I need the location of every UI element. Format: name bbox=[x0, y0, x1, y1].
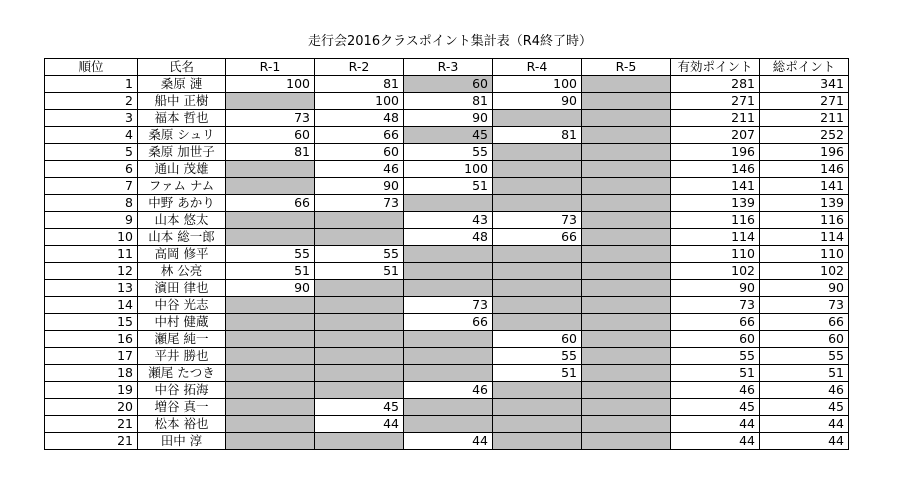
valid-points-cell: 46 bbox=[671, 382, 760, 399]
rank-cell: 3 bbox=[45, 110, 138, 127]
r4-cell: 81 bbox=[493, 127, 582, 144]
total-points-cell: 116 bbox=[760, 212, 849, 229]
r5-cell bbox=[582, 161, 671, 178]
rank-cell: 9 bbox=[45, 212, 138, 229]
r2-cell: 51 bbox=[315, 263, 404, 280]
r4-cell bbox=[493, 246, 582, 263]
r2-cell: 44 bbox=[315, 416, 404, 433]
table-row bbox=[45, 110, 849, 127]
name-cell: 山本 総一郎 bbox=[138, 229, 226, 246]
r4-cell bbox=[493, 161, 582, 178]
valid-points-cell: 116 bbox=[671, 212, 760, 229]
r1-cell bbox=[226, 178, 315, 195]
table-row bbox=[45, 280, 849, 297]
total-points-cell: 211 bbox=[760, 110, 849, 127]
r4-cell: 73 bbox=[493, 212, 582, 229]
r5-cell bbox=[582, 314, 671, 331]
r2-cell: 66 bbox=[315, 127, 404, 144]
r5-cell bbox=[582, 93, 671, 110]
name-cell: 山本 悠太 bbox=[138, 212, 226, 229]
r1-cell: 73 bbox=[226, 110, 315, 127]
total-points-cell: 66 bbox=[760, 314, 849, 331]
r3-cell: 60 bbox=[404, 76, 493, 93]
table-row bbox=[45, 348, 849, 365]
rank-cell: 15 bbox=[45, 314, 138, 331]
r2-cell: 100 bbox=[315, 93, 404, 110]
r2-cell: 55 bbox=[315, 246, 404, 263]
r5-cell bbox=[582, 178, 671, 195]
valid-points-cell: 139 bbox=[671, 195, 760, 212]
r2-cell bbox=[315, 314, 404, 331]
r2-cell: 60 bbox=[315, 144, 404, 161]
name-cell: 増谷 真一 bbox=[138, 399, 226, 416]
table-row bbox=[45, 263, 849, 280]
valid-points-cell: 60 bbox=[671, 331, 760, 348]
table-row bbox=[45, 314, 849, 331]
valid-points-cell: 196 bbox=[671, 144, 760, 161]
r3-cell: 90 bbox=[404, 110, 493, 127]
rank-cell: 21 bbox=[45, 433, 138, 450]
r4-cell bbox=[493, 433, 582, 450]
table-row bbox=[45, 416, 849, 433]
table-row bbox=[45, 433, 849, 450]
r2-cell: 45 bbox=[315, 399, 404, 416]
rank-cell: 19 bbox=[45, 382, 138, 399]
name-cell: 林 公亮 bbox=[138, 263, 226, 280]
valid-points-cell: 211 bbox=[671, 110, 760, 127]
r4-cell: 51 bbox=[493, 365, 582, 382]
r2-cell bbox=[315, 348, 404, 365]
r3-cell bbox=[404, 348, 493, 365]
table-row bbox=[45, 127, 849, 144]
valid-points-cell: 271 bbox=[671, 93, 760, 110]
r4-cell: 60 bbox=[493, 331, 582, 348]
total-points-cell: 44 bbox=[760, 416, 849, 433]
r1-cell bbox=[226, 433, 315, 450]
table-row bbox=[45, 93, 849, 110]
r5-cell bbox=[582, 382, 671, 399]
r5-cell bbox=[582, 399, 671, 416]
r3-cell: 55 bbox=[404, 144, 493, 161]
total-points-cell: 196 bbox=[760, 144, 849, 161]
total-points-cell: 141 bbox=[760, 178, 849, 195]
total-points-cell: 110 bbox=[760, 246, 849, 263]
header-r3: R-3 bbox=[404, 59, 493, 76]
rank-cell: 5 bbox=[45, 144, 138, 161]
rank-cell: 8 bbox=[45, 195, 138, 212]
table-row bbox=[45, 297, 849, 314]
r4-cell: 66 bbox=[493, 229, 582, 246]
total-points-cell: 46 bbox=[760, 382, 849, 399]
r1-cell bbox=[226, 297, 315, 314]
valid-points-cell: 51 bbox=[671, 365, 760, 382]
r1-cell bbox=[226, 229, 315, 246]
r2-cell bbox=[315, 297, 404, 314]
valid-points-cell: 110 bbox=[671, 246, 760, 263]
r3-cell bbox=[404, 195, 493, 212]
table-row bbox=[45, 246, 849, 263]
r5-cell bbox=[582, 212, 671, 229]
r5-cell bbox=[582, 127, 671, 144]
total-points-cell: 102 bbox=[760, 263, 849, 280]
r1-cell: 55 bbox=[226, 246, 315, 263]
name-cell: 中谷 光志 bbox=[138, 297, 226, 314]
r1-cell bbox=[226, 348, 315, 365]
table-row bbox=[45, 76, 849, 93]
valid-points-cell: 55 bbox=[671, 348, 760, 365]
r1-cell: 81 bbox=[226, 144, 315, 161]
r3-cell: 43 bbox=[404, 212, 493, 229]
r1-cell bbox=[226, 399, 315, 416]
valid-points-cell: 146 bbox=[671, 161, 760, 178]
r1-cell: 100 bbox=[226, 76, 315, 93]
r4-cell bbox=[493, 263, 582, 280]
rank-cell: 10 bbox=[45, 229, 138, 246]
r3-cell: 48 bbox=[404, 229, 493, 246]
header-r2: R-2 bbox=[315, 59, 404, 76]
name-cell: 瀬尾 たつき bbox=[138, 365, 226, 382]
r4-cell bbox=[493, 416, 582, 433]
header-row bbox=[45, 59, 849, 76]
r1-cell bbox=[226, 365, 315, 382]
valid-points-cell: 102 bbox=[671, 263, 760, 280]
r3-cell: 100 bbox=[404, 161, 493, 178]
r2-cell: 90 bbox=[315, 178, 404, 195]
r1-cell: 66 bbox=[226, 195, 315, 212]
table-row bbox=[45, 195, 849, 212]
total-points-cell: 60 bbox=[760, 331, 849, 348]
valid-points-cell: 141 bbox=[671, 178, 760, 195]
table-row bbox=[45, 365, 849, 382]
valid-points-cell: 90 bbox=[671, 280, 760, 297]
r2-cell bbox=[315, 280, 404, 297]
rank-cell: 13 bbox=[45, 280, 138, 297]
r2-cell bbox=[315, 433, 404, 450]
total-points-cell: 51 bbox=[760, 365, 849, 382]
rank-cell: 7 bbox=[45, 178, 138, 195]
r4-cell: 100 bbox=[493, 76, 582, 93]
table-row bbox=[45, 399, 849, 416]
rank-cell: 21 bbox=[45, 416, 138, 433]
table-row bbox=[45, 331, 849, 348]
r3-cell: 66 bbox=[404, 314, 493, 331]
total-points-cell: 341 bbox=[760, 76, 849, 93]
valid-points-cell: 114 bbox=[671, 229, 760, 246]
r1-cell bbox=[226, 314, 315, 331]
r4-cell bbox=[493, 399, 582, 416]
r5-cell bbox=[582, 246, 671, 263]
header-total-points: 総ポイント bbox=[760, 59, 849, 76]
r5-cell bbox=[582, 348, 671, 365]
header-valid-points: 有効ポイント bbox=[671, 59, 760, 76]
table-row bbox=[45, 178, 849, 195]
r5-cell bbox=[582, 280, 671, 297]
r5-cell bbox=[582, 110, 671, 127]
total-points-cell: 90 bbox=[760, 280, 849, 297]
total-points-cell: 146 bbox=[760, 161, 849, 178]
r2-cell: 48 bbox=[315, 110, 404, 127]
r1-cell bbox=[226, 212, 315, 229]
r3-cell bbox=[404, 365, 493, 382]
r1-cell: 90 bbox=[226, 280, 315, 297]
rank-cell: 18 bbox=[45, 365, 138, 382]
rank-cell: 14 bbox=[45, 297, 138, 314]
name-cell: 高岡 修平 bbox=[138, 246, 226, 263]
header-r5: R-5 bbox=[582, 59, 671, 76]
name-cell: 瀬尾 純一 bbox=[138, 331, 226, 348]
r2-cell: 46 bbox=[315, 161, 404, 178]
total-points-cell: 73 bbox=[760, 297, 849, 314]
rank-cell: 2 bbox=[45, 93, 138, 110]
valid-points-cell: 73 bbox=[671, 297, 760, 314]
r3-cell: 81 bbox=[404, 93, 493, 110]
r4-cell bbox=[493, 382, 582, 399]
r3-cell: 44 bbox=[404, 433, 493, 450]
total-points-cell: 271 bbox=[760, 93, 849, 110]
r5-cell bbox=[582, 144, 671, 161]
r4-cell bbox=[493, 144, 582, 161]
valid-points-cell: 45 bbox=[671, 399, 760, 416]
header-r1: R-1 bbox=[226, 59, 315, 76]
name-cell: ファム ナム bbox=[138, 178, 226, 195]
r5-cell bbox=[582, 76, 671, 93]
r2-cell: 81 bbox=[315, 76, 404, 93]
r3-cell bbox=[404, 246, 493, 263]
r4-cell bbox=[493, 110, 582, 127]
r1-cell: 51 bbox=[226, 263, 315, 280]
name-cell: 中野 あかり bbox=[138, 195, 226, 212]
r1-cell bbox=[226, 331, 315, 348]
rank-cell: 4 bbox=[45, 127, 138, 144]
name-cell: 松本 裕也 bbox=[138, 416, 226, 433]
r3-cell: 51 bbox=[404, 178, 493, 195]
r1-cell bbox=[226, 382, 315, 399]
r4-cell: 90 bbox=[493, 93, 582, 110]
r3-cell bbox=[404, 331, 493, 348]
name-cell: 濱田 律也 bbox=[138, 280, 226, 297]
header-r4: R-4 bbox=[493, 59, 582, 76]
r4-cell bbox=[493, 195, 582, 212]
rank-cell: 12 bbox=[45, 263, 138, 280]
rank-cell: 6 bbox=[45, 161, 138, 178]
name-cell: 通山 茂雄 bbox=[138, 161, 226, 178]
r5-cell bbox=[582, 195, 671, 212]
r1-cell bbox=[226, 93, 315, 110]
r2-cell bbox=[315, 365, 404, 382]
r3-cell: 46 bbox=[404, 382, 493, 399]
r1-cell: 60 bbox=[226, 127, 315, 144]
valid-points-cell: 44 bbox=[671, 433, 760, 450]
total-points-cell: 252 bbox=[760, 127, 849, 144]
valid-points-cell: 281 bbox=[671, 76, 760, 93]
r1-cell bbox=[226, 161, 315, 178]
r2-cell bbox=[315, 229, 404, 246]
total-points-cell: 114 bbox=[760, 229, 849, 246]
rank-cell: 1 bbox=[45, 76, 138, 93]
r3-cell: 73 bbox=[404, 297, 493, 314]
table-row bbox=[45, 144, 849, 161]
name-cell: 平井 勝也 bbox=[138, 348, 226, 365]
r5-cell bbox=[582, 433, 671, 450]
name-cell: 桑原 漣 bbox=[138, 76, 226, 93]
rank-cell: 20 bbox=[45, 399, 138, 416]
name-cell: 桑原 シュリ bbox=[138, 127, 226, 144]
name-cell: 桑原 加世子 bbox=[138, 144, 226, 161]
total-points-cell: 139 bbox=[760, 195, 849, 212]
r2-cell: 73 bbox=[315, 195, 404, 212]
points-table bbox=[44, 58, 849, 450]
header-rank: 順位 bbox=[45, 59, 138, 76]
r4-cell bbox=[493, 178, 582, 195]
table-body bbox=[45, 76, 849, 450]
rank-cell: 17 bbox=[45, 348, 138, 365]
r5-cell bbox=[582, 263, 671, 280]
r5-cell bbox=[582, 365, 671, 382]
valid-points-cell: 207 bbox=[671, 127, 760, 144]
r4-cell: 55 bbox=[493, 348, 582, 365]
r5-cell bbox=[582, 331, 671, 348]
name-cell: 中谷 拓海 bbox=[138, 382, 226, 399]
r5-cell bbox=[582, 297, 671, 314]
r3-cell bbox=[404, 263, 493, 280]
table-row bbox=[45, 382, 849, 399]
r3-cell bbox=[404, 399, 493, 416]
table-row bbox=[45, 212, 849, 229]
table-row bbox=[45, 161, 849, 178]
r4-cell bbox=[493, 297, 582, 314]
name-cell: 田中 淳 bbox=[138, 433, 226, 450]
name-cell: 中村 健蔵 bbox=[138, 314, 226, 331]
r3-cell: 45 bbox=[404, 127, 493, 144]
r4-cell bbox=[493, 314, 582, 331]
total-points-cell: 45 bbox=[760, 399, 849, 416]
table-row bbox=[45, 229, 849, 246]
sheet-title: 走行会2016クラスポイント集計表（R4終了時） bbox=[308, 34, 592, 49]
r1-cell bbox=[226, 416, 315, 433]
r3-cell bbox=[404, 280, 493, 297]
r5-cell bbox=[582, 229, 671, 246]
r4-cell bbox=[493, 280, 582, 297]
name-cell: 福本 哲也 bbox=[138, 110, 226, 127]
r2-cell bbox=[315, 331, 404, 348]
name-cell: 船中 正樹 bbox=[138, 93, 226, 110]
rank-cell: 16 bbox=[45, 331, 138, 348]
total-points-cell: 55 bbox=[760, 348, 849, 365]
r5-cell bbox=[582, 416, 671, 433]
r2-cell bbox=[315, 382, 404, 399]
valid-points-cell: 44 bbox=[671, 416, 760, 433]
header-name: 氏名 bbox=[138, 59, 226, 76]
r3-cell bbox=[404, 416, 493, 433]
r2-cell bbox=[315, 212, 404, 229]
total-points-cell: 44 bbox=[760, 433, 849, 450]
valid-points-cell: 66 bbox=[671, 314, 760, 331]
rank-cell: 11 bbox=[45, 246, 138, 263]
